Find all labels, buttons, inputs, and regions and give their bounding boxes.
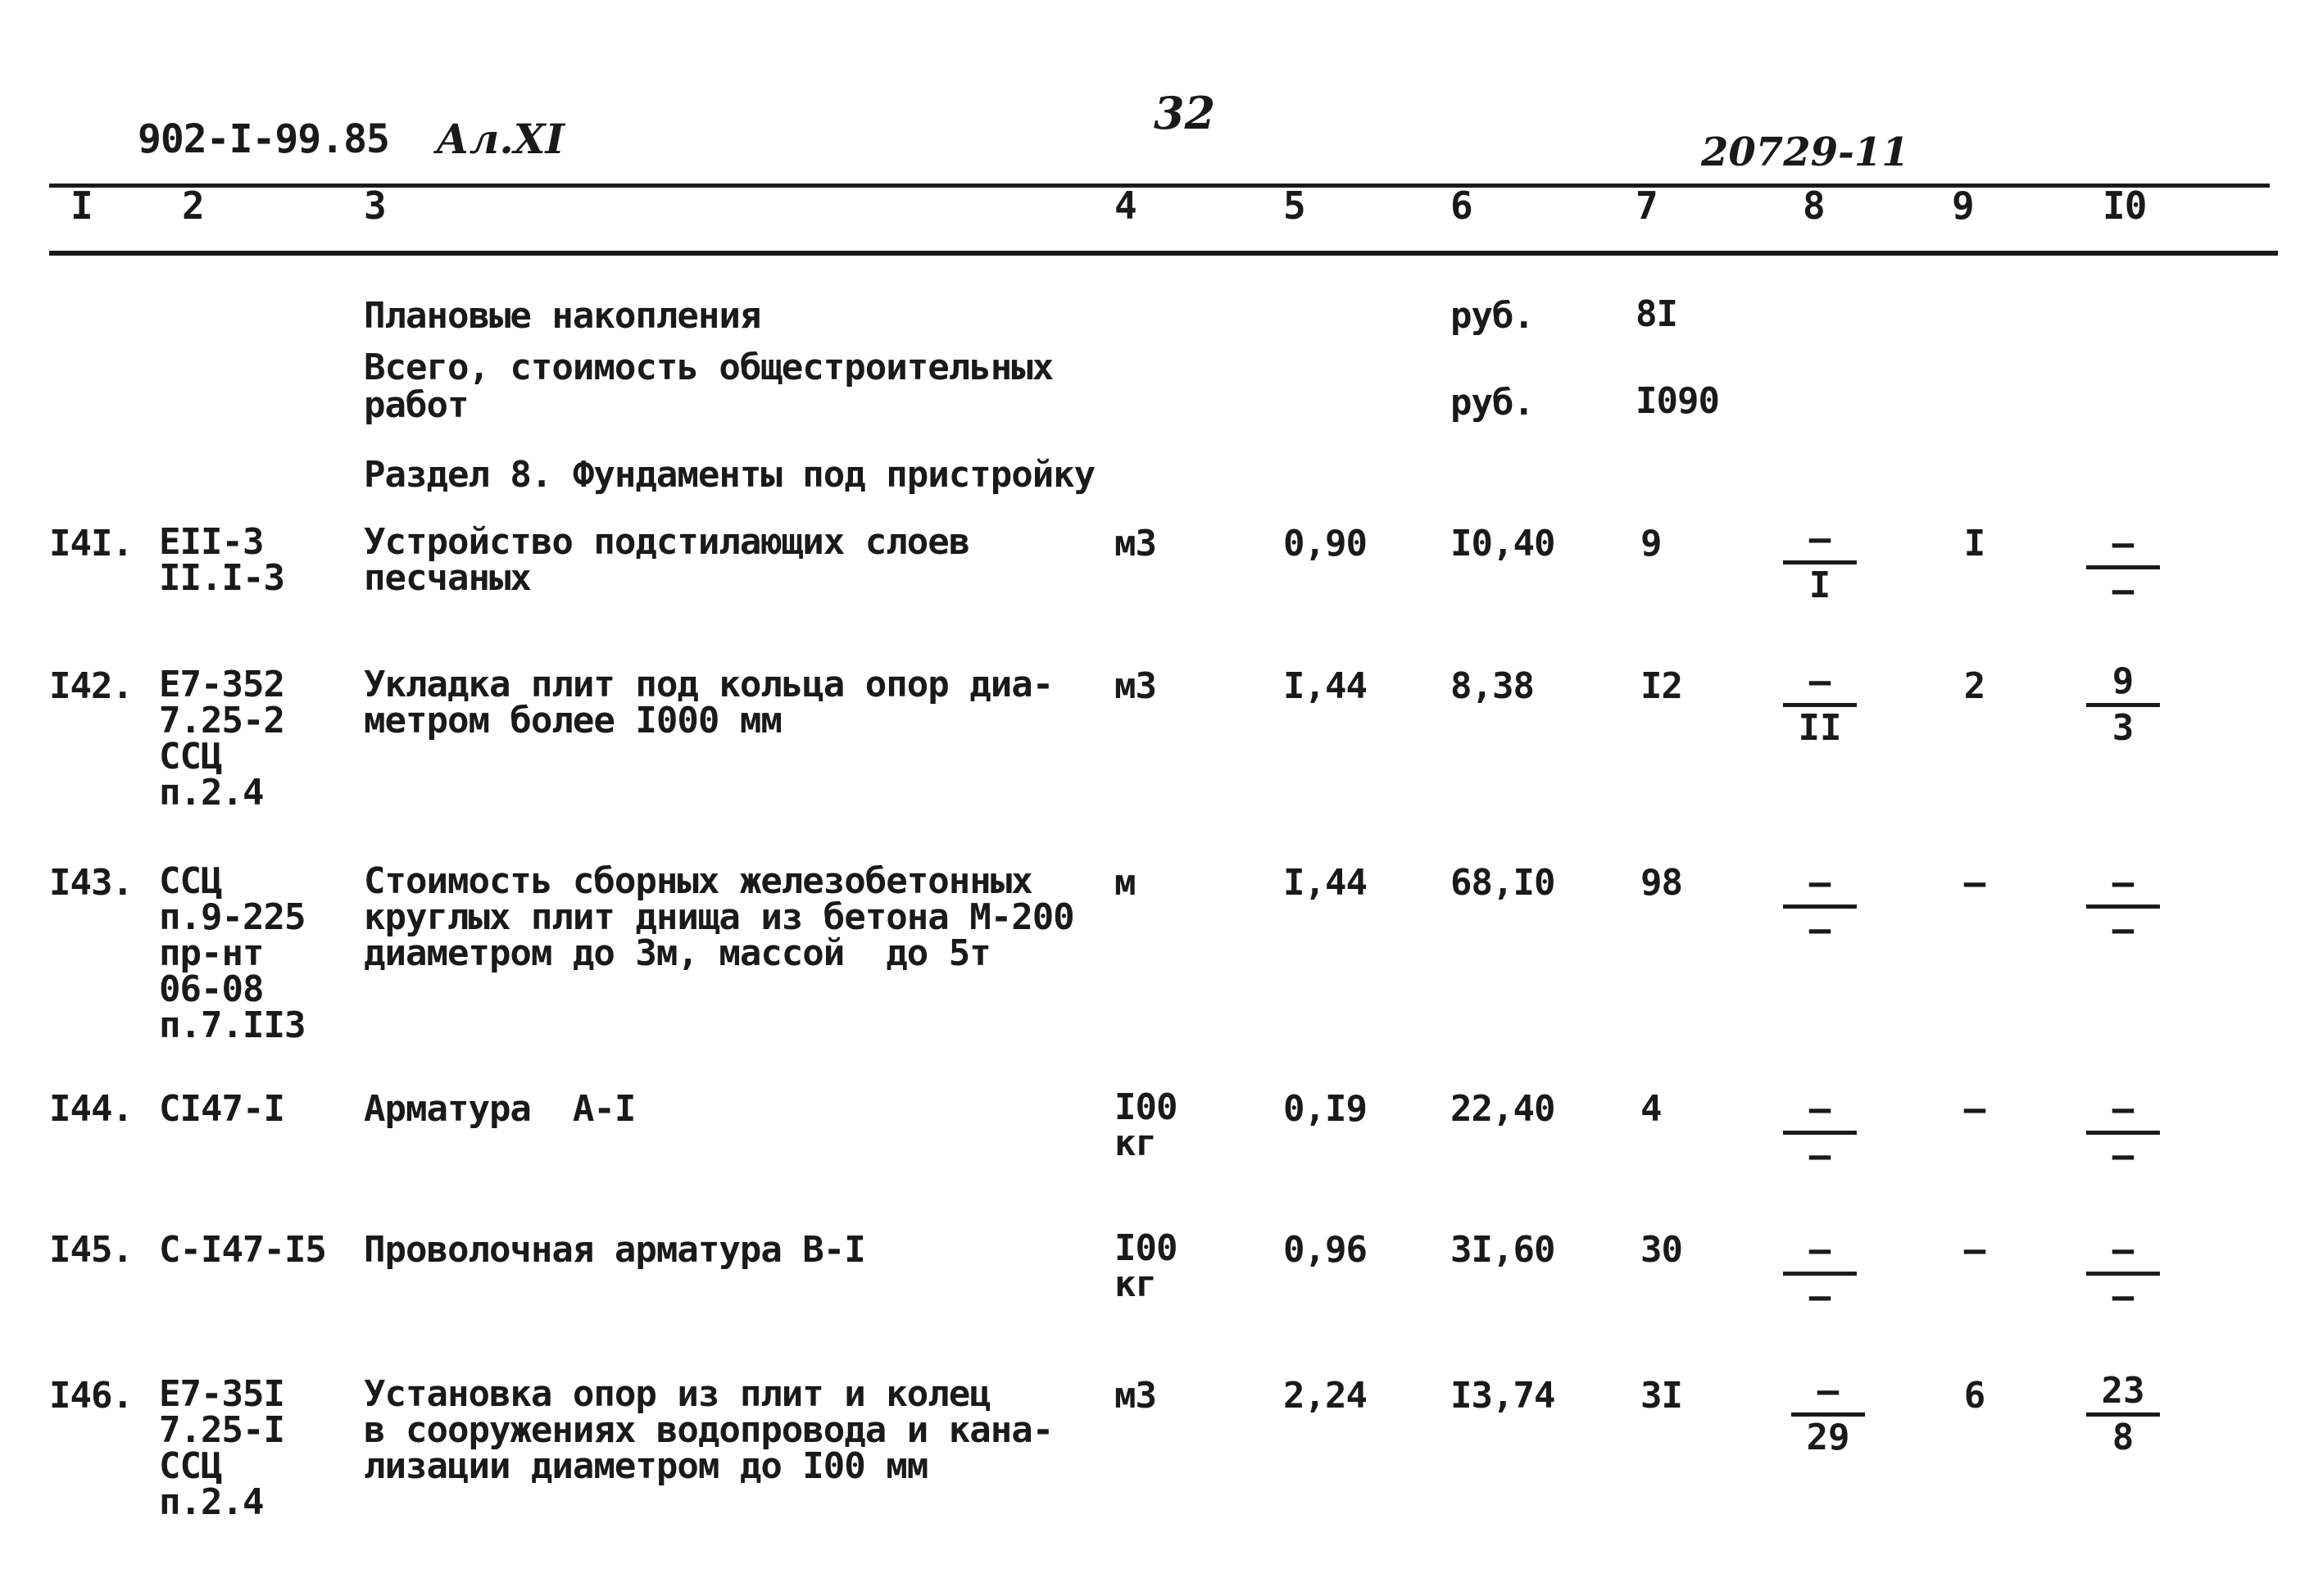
row-total: 4 bbox=[1640, 1088, 1662, 1130]
row-desc: Установка опор из плит и колец в сооружениях водопровода и кана- лизации диаметром до I00 мм bbox=[364, 1373, 1054, 1487]
row-price: I0,40 bbox=[1450, 523, 1555, 564]
summary-unit-1: руб. bbox=[1450, 295, 1534, 337]
row-num: I4I. bbox=[49, 523, 133, 564]
doc-code: 902-I-99.85 bbox=[138, 116, 389, 162]
row-col10-fraction: – – bbox=[2086, 524, 2160, 610]
row-col9: 2 bbox=[1963, 665, 1986, 707]
row-total: 3I bbox=[1640, 1375, 1682, 1417]
row-desc: Проволочная арматура В-I bbox=[364, 1229, 865, 1271]
row-col10-fraction: – – bbox=[2086, 1231, 2160, 1317]
row-price: 3I,60 bbox=[1450, 1229, 1555, 1271]
row-num: I42. bbox=[49, 665, 133, 707]
row-total: 98 bbox=[1640, 862, 1682, 904]
summary-unit-2: руб. bbox=[1450, 382, 1534, 424]
row-code: ССЦ п.9-225 пр-нт 06-08 п.7.II3 bbox=[159, 860, 306, 1046]
summary-text-1: Плановые накопления bbox=[364, 295, 761, 337]
summary-value-1: 8I bbox=[1636, 293, 1677, 335]
row-code: СI47-I bbox=[159, 1088, 284, 1130]
section-title: Раздел 8. Фундаменты под пристройку bbox=[364, 454, 1096, 496]
row-unit: м3 bbox=[1114, 1375, 1156, 1417]
row-price: I3,74 bbox=[1450, 1375, 1555, 1417]
row-num: I44. bbox=[49, 1088, 133, 1130]
row-num: I45. bbox=[49, 1229, 133, 1271]
row-price: 8,38 bbox=[1450, 665, 1534, 707]
summary-text-2: Всего, стоимость общестроительных работ bbox=[364, 347, 1054, 426]
col-header-10: I0 bbox=[2103, 184, 2147, 228]
row-col9: – bbox=[1963, 1229, 1986, 1271]
row-qty: I,44 bbox=[1283, 862, 1367, 904]
row-desc: Арматура А-I bbox=[364, 1088, 636, 1130]
row-unit: I00 кг bbox=[1114, 1086, 1177, 1164]
row-desc: Устройство подстилающих слоев песчаных bbox=[364, 521, 970, 599]
row-col10-fraction: 9 3 bbox=[2086, 662, 2160, 748]
row-price: 22,40 bbox=[1450, 1088, 1555, 1130]
album-label: Ал.XI bbox=[436, 115, 565, 163]
row-col8-fraction: – – bbox=[1783, 1090, 1857, 1176]
col-header-6: 6 bbox=[1450, 184, 1472, 228]
header-rule-bottom bbox=[49, 251, 2278, 256]
row-col9: – bbox=[1963, 1088, 1986, 1130]
row-col9: 6 bbox=[1963, 1375, 1986, 1417]
row-col8-fraction: – 29 bbox=[1791, 1372, 1865, 1458]
row-qty: 0,90 bbox=[1283, 523, 1367, 564]
row-col8-fraction: – – bbox=[1783, 1231, 1857, 1317]
col-header-9: 9 bbox=[1952, 184, 1974, 228]
col-header-1: I bbox=[70, 184, 93, 228]
row-total: 9 bbox=[1640, 523, 1662, 564]
col-header-3: 3 bbox=[364, 184, 386, 228]
row-code: С-I47-I5 bbox=[159, 1229, 326, 1271]
row-qty: 0,I9 bbox=[1283, 1088, 1367, 1130]
col-header-4: 4 bbox=[1114, 184, 1137, 228]
row-col10-fraction: – – bbox=[2086, 864, 2160, 950]
row-qty: 2,24 bbox=[1283, 1375, 1367, 1417]
row-total: 30 bbox=[1640, 1229, 1682, 1271]
row-col9: – bbox=[1963, 862, 1986, 904]
col-header-5: 5 bbox=[1283, 184, 1305, 228]
row-unit: I00 кг bbox=[1114, 1227, 1177, 1305]
row-desc: Укладка плит под кольца опор диа- метром более I000 мм bbox=[364, 664, 1054, 741]
col-header-8: 8 bbox=[1803, 184, 1825, 228]
row-col8-fraction: – II bbox=[1783, 662, 1857, 748]
row-num: I43. bbox=[49, 862, 133, 904]
row-num: I46. bbox=[49, 1375, 133, 1417]
row-code: Е7-352 7.25-2 ССЦ п.2.4 bbox=[159, 664, 284, 814]
row-desc: Стоимость сборных железобетонных круглых плит днища из бетона М-200 диаметром до 3м, массой до 5т bbox=[364, 860, 1074, 974]
row-total: I2 bbox=[1640, 665, 1682, 707]
row-col8-fraction: – I bbox=[1783, 519, 1857, 605]
row-qty: 0,96 bbox=[1283, 1229, 1367, 1271]
row-unit: м3 bbox=[1114, 523, 1156, 564]
row-code: Е7-35I 7.25-I ССЦ п.2.4 bbox=[159, 1373, 284, 1523]
row-col8-fraction: – – bbox=[1783, 864, 1857, 950]
page-number: 32 bbox=[1154, 87, 1216, 139]
summary-value-2: I090 bbox=[1636, 380, 1719, 422]
col-header-7: 7 bbox=[1636, 184, 1658, 228]
inventory-number: 20729-11 bbox=[1701, 129, 1909, 175]
row-unit: м bbox=[1114, 862, 1136, 904]
row-code: ЕII-3 II.I-3 bbox=[159, 521, 284, 599]
row-col9: I bbox=[1963, 523, 1986, 564]
col-header-2: 2 bbox=[182, 184, 204, 228]
row-qty: I,44 bbox=[1283, 665, 1367, 707]
row-col10-fraction: 23 8 bbox=[2086, 1372, 2160, 1458]
row-unit: м3 bbox=[1114, 665, 1156, 707]
row-price: 68,I0 bbox=[1450, 862, 1555, 904]
row-col10-fraction: – – bbox=[2086, 1090, 2160, 1176]
